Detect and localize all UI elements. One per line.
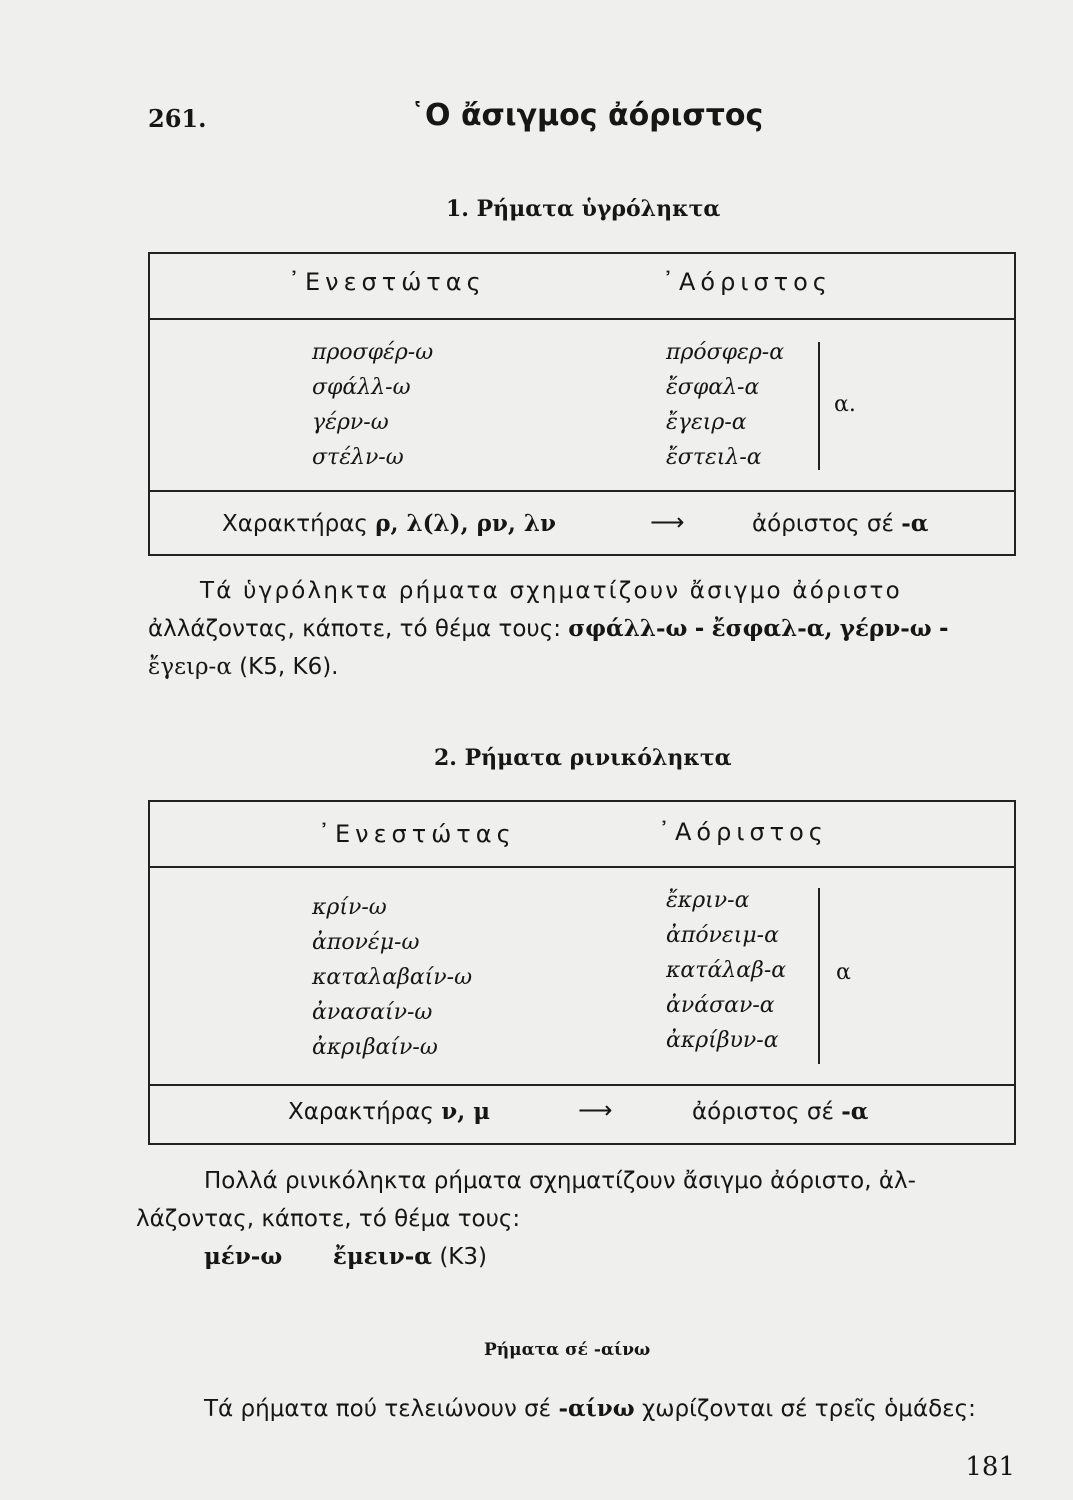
table2-aorist-5: ἀκρίβυν-α <box>666 1028 779 1053</box>
table1-header-present: ᾿Ενεστώτας <box>288 268 486 296</box>
part3-text-end: χωρίζονται σέ τρεῖς ὁμάδες: <box>641 1396 976 1422</box>
table2-aorist-3: κατάλαβ-α <box>666 958 787 983</box>
example-gern: γέρν-ω <box>839 615 932 642</box>
nasal-verbs-table <box>148 800 1016 1145</box>
table2-rule-label: Χαρακτήρας <box>288 1099 434 1125</box>
part1-para-text: ἀλλάζοντας, κάποτε, τό θέμα τους: <box>148 616 561 642</box>
part1-heading: 1. Ρήματα ὑγρόληκτα <box>446 196 721 222</box>
part2-paragraph-line2: λάζοντας, κάποτε, τό θέμα τους: <box>136 1206 521 1232</box>
table2-rule-divider <box>150 1084 1014 1086</box>
table2-rule-result <box>692 1098 869 1125</box>
table1-brace <box>818 342 820 470</box>
table1-aorist-3: ἔγειρ-α <box>666 410 747 435</box>
table1-rule-chars: ρ, λ(λ), ρν, λν <box>375 510 556 537</box>
part2-para-ref: (Κ3) <box>439 1244 487 1270</box>
part2-paragraph-line1: Πολλά ρινικόληκτα ρήματα σχηματίζουν ἄσιγμο ἀόριστο, ἀλ- <box>204 1168 916 1194</box>
table1-rule-result <box>752 510 929 537</box>
table2-present-1: κρίν-ω <box>312 895 387 920</box>
table2-result-ending: -α <box>841 1098 869 1125</box>
example-sfall: σφάλλ-ω <box>568 615 688 642</box>
table2-present-2: ἀπονέμ-ω <box>312 930 420 955</box>
table2-arrow-icon: ⟶ <box>578 1096 613 1124</box>
part1-paragraph-line3 <box>148 648 338 686</box>
table2-present-3: καταλαβαίν-ω <box>312 965 473 990</box>
part3-text-start: Τά ρήματα πού τελειώνουν σέ <box>204 1396 552 1422</box>
table1-present-1: προσφέρ-ω <box>312 340 434 365</box>
table1-header-divider <box>150 318 1014 320</box>
table2-header-divider <box>150 866 1014 868</box>
table1-arrow-icon: ⟶ <box>650 508 685 536</box>
table2-present-4: ἀνασαίν-ω <box>312 1000 433 1025</box>
liquid-verbs-table <box>148 252 1016 556</box>
table1-aorist-1: πρόσφερ-α <box>666 340 785 365</box>
table1-ending: α. <box>834 392 856 417</box>
table1-rule-divider <box>150 490 1014 492</box>
part1-para-ref: (Κ5, Κ6). <box>239 654 339 680</box>
table1-present-3: γέρν-ω <box>312 410 389 435</box>
table2-ending: α <box>836 960 851 985</box>
section-title: ῾Ο ἄσιγμος ἀόριστος <box>410 98 764 133</box>
table1-rule <box>222 510 556 537</box>
example-dash: - <box>694 616 705 642</box>
table1-header-aorist: ᾿Αόριστος <box>662 268 832 296</box>
table2-result-text: ἀόριστος σέ <box>692 1099 834 1125</box>
table1-present-2: σφάλλ-ω <box>312 375 411 400</box>
section-number: 261. <box>148 104 207 133</box>
table1-result-ending: -α <box>901 510 929 537</box>
page-number: 181 <box>965 1452 1015 1482</box>
table1-result-text: ἀόριστος σέ <box>752 511 894 537</box>
example-egeira: ἔγειρ-α <box>148 654 232 680</box>
part3-heading: Ρήματα σέ -αίνω <box>484 1340 651 1360</box>
part2-heading: 2. Ρήματα ρινικόληκτα <box>434 745 732 771</box>
table2-present-5: ἀκριβαίν-ω <box>312 1035 438 1060</box>
table1-present-4: στέλν-ω <box>312 445 404 470</box>
table2-brace <box>818 888 820 1064</box>
table2-header-aorist: ᾿Αόριστος <box>658 818 828 846</box>
table2-rule <box>288 1098 490 1125</box>
part2-paragraph-line3 <box>204 1238 487 1276</box>
table2-rule-chars: ν, μ <box>441 1098 491 1125</box>
example-dash: - <box>938 616 949 642</box>
table1-rule-label: Χαρακτήρας <box>222 511 368 537</box>
table1-aorist-4: ἔστειλ-α <box>666 445 762 470</box>
example-esfala: ἔσφαλ-α, <box>711 615 833 642</box>
part3-text-bold: -αίνω <box>558 1395 635 1422</box>
part1-paragraph-line2 <box>148 610 949 648</box>
example-menw: μέν-ω <box>204 1243 283 1270</box>
part3-sentence <box>204 1390 976 1428</box>
table2-aorist-2: ἀπόνειμ-α <box>666 923 779 948</box>
table2-header-present: ᾿Ενεστώτας <box>318 820 516 848</box>
example-emeina: ἔμειν-α <box>332 1243 432 1270</box>
table2-aorist-1: ἔκριν-α <box>666 888 750 913</box>
part1-paragraph-line1: Τά ὑγρόληκτα ρήματα σχηματίζουν ἄσιγμο ἀόριστο <box>200 578 902 604</box>
table2-aorist-4: ἀνάσαν-α <box>666 993 775 1018</box>
table1-aorist-2: ἔσφαλ-α <box>666 375 760 400</box>
